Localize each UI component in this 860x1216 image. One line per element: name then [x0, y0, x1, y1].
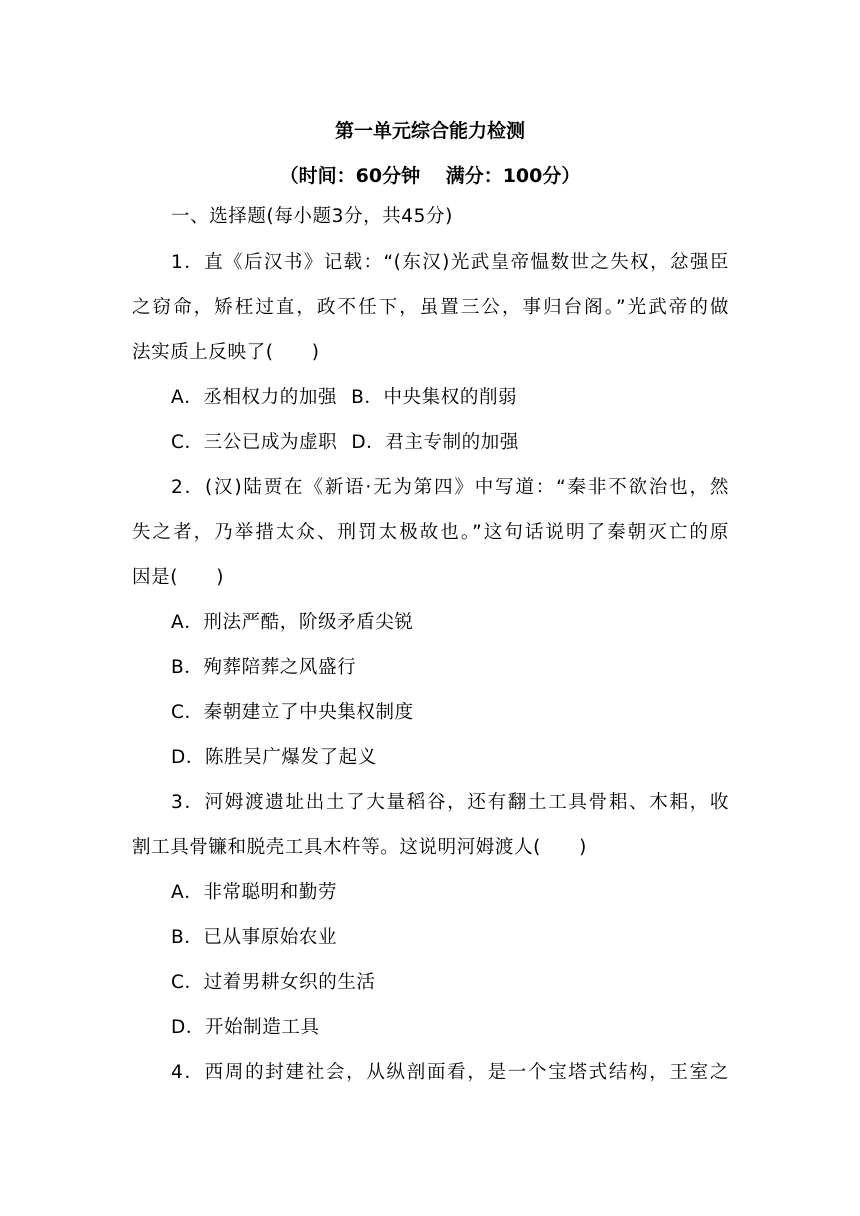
question-1-options-row-2 — [171, 431, 519, 455]
question-3-option-d[interactable]: D．开始制造工具 — [171, 1017, 320, 1038]
option-d[interactable]: D．君主专制的加强 — [351, 432, 519, 453]
question-4-line-1: 4．西周的封建社会，从纵剖面看，是一个宝塔式结构，王室之 — [171, 1062, 729, 1083]
question-1-options-row-1 — [171, 386, 517, 410]
page-title: 第一单元综合能力检测 — [334, 120, 525, 142]
exam-info: （时间：60分钟 满分：100分） — [279, 165, 581, 187]
question-2-option-b[interactable]: B．殉葬陪葬之风盛行 — [171, 657, 357, 678]
question-3-option-a[interactable]: A．非常聪明和勤劳 — [171, 882, 338, 903]
option-b[interactable]: B．中央集权的削弱 — [351, 387, 518, 408]
question-1-line-2: 之窃命，矫枉过直，政不任下，虽置三公，事归台阁。”光武帝的做 — [132, 297, 729, 318]
question-2-option-c[interactable]: C．秦朝建立了中央集权制度 — [171, 702, 414, 723]
question-2-line-1: 2．(汉)陆贾在《新语·无为第四》中写道：“秦非不欲治也，然 — [171, 477, 729, 498]
question-1-line-1: 1．直《后汉书》记载：“(东汉)光武皇帝愠数世之失权，忿强臣 — [171, 252, 729, 273]
question-3-option-c[interactable]: C．过着男耕女织的生活 — [171, 972, 376, 993]
question-3-line-1: 3．河姆渡遗址出土了大量稻谷，还有翻土工具骨耜、木耜，收 — [171, 792, 729, 813]
question-2-option-d[interactable]: D．陈胜吴广爆发了起义 — [171, 747, 377, 768]
question-3-line-2: 割工具骨镰和脱壳工具木杵等。这说明河姆渡人( ) — [132, 837, 587, 858]
section-heading: 一、选择题(每小题3分，共45分) — [171, 206, 453, 227]
question-2-option-a[interactable]: A．刑法严酷，阶级矛盾尖锐 — [171, 612, 414, 633]
question-2-line-2: 失之者，乃举措太众、刑罚太极故也。”这句话说明了秦朝灭亡的原 — [132, 522, 729, 543]
option-a[interactable]: A．丞相权力的加强 — [171, 387, 338, 408]
question-2-line-3: 因是( ) — [132, 567, 225, 588]
option-c[interactable]: C．三公已成为虚职 — [171, 432, 338, 453]
question-3-option-b[interactable]: B．已从事原始农业 — [171, 927, 338, 948]
question-1-line-3: 法实质上反映了( ) — [132, 342, 320, 363]
